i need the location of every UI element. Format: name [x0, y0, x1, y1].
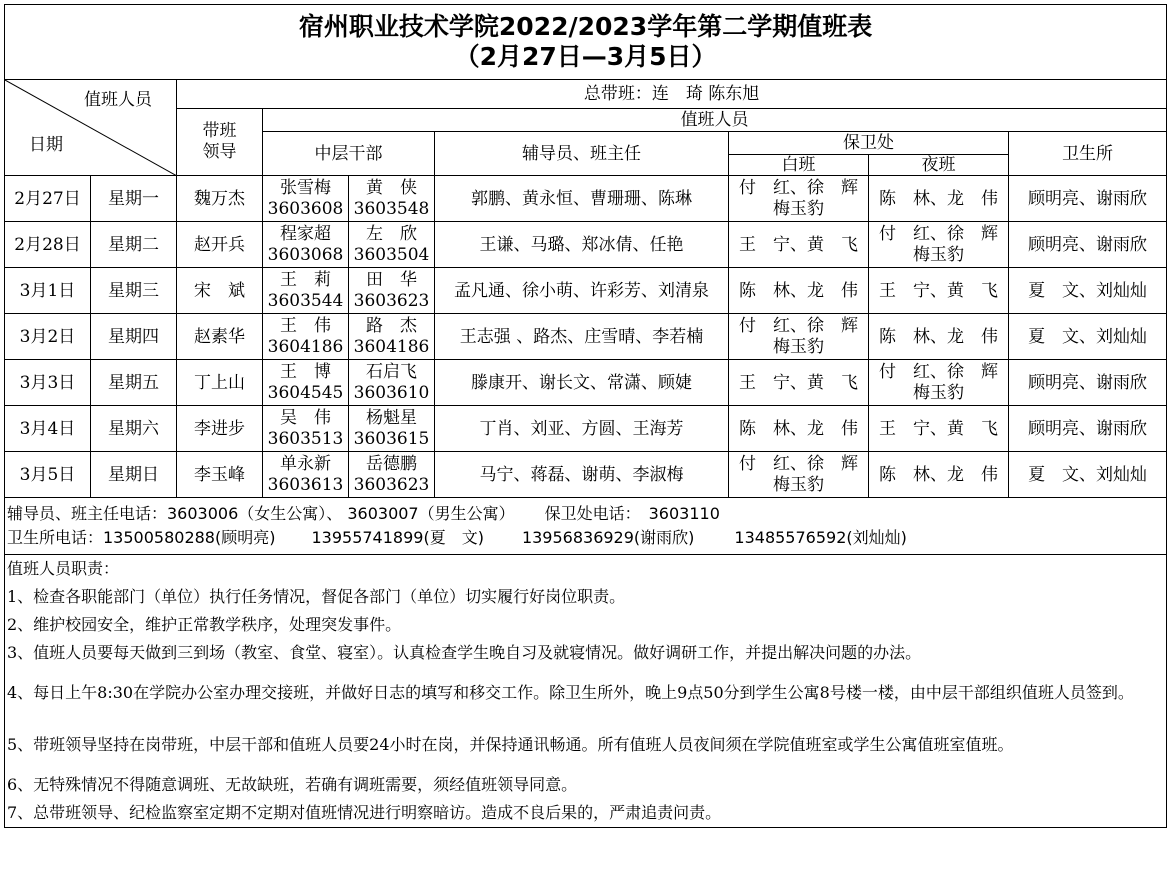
date-cell: 2月27日: [5, 176, 91, 222]
night-shift-cell-line-1: 付 红、徐 辉: [879, 223, 998, 244]
leader-cell: 赵开兵: [177, 222, 263, 268]
middle-cadre-1: [263, 406, 349, 452]
middle-cadre-1-line-2: 3603513: [267, 428, 344, 449]
counselor-phone: 辅导员、班主任电话：3603006（女生公寓）、 3603007（男生公寓）: [7, 504, 515, 523]
weekday-cell: 星期五: [91, 360, 177, 406]
middle-cadre-2: [349, 406, 435, 452]
middle-cadre-2-line-1: 黄 侠: [366, 177, 417, 198]
clinic-phone-2: 13955741899(夏 文): [311, 528, 484, 547]
middle-cadre-1-line-1: 王 博: [280, 361, 331, 382]
middle-cadre-2-line-1: 路 杰: [366, 315, 417, 336]
duty-item: 6、无特殊情况不得随意调班、无故缺班，若确有调班需要，须经值班领导同意。: [5, 771, 1167, 799]
clinic-cell: 夏 文、刘灿灿: [1009, 268, 1167, 314]
day-shift-cell: 王 宁、黄 飞: [729, 360, 869, 406]
night-shift-cell-line-2: 梅玉豹: [913, 382, 964, 403]
day-shift-cell: 王 宁、黄 飞: [729, 222, 869, 268]
counselors-cell: 马宁、蒋磊、谢萌、李淑梅: [435, 452, 729, 498]
leader-cell: 魏万杰: [177, 176, 263, 222]
duty-item: 1、检查各职能部门（单位）执行任务情况，督促各部门（单位）切实履行好岗位职责。: [5, 583, 1167, 611]
night-shift-cell: 陈 林、龙 伟: [869, 176, 1009, 222]
leader-cell: 赵素华: [177, 314, 263, 360]
duty-row: [5, 583, 1167, 611]
middle-cadre-2: [349, 452, 435, 498]
contact-line-2: [7, 526, 1166, 550]
night-shift-cell: [869, 222, 1009, 268]
middle-cadre-1: [263, 452, 349, 498]
table-row: [5, 406, 1167, 452]
night-shift-cell: 王 宁、黄 飞: [869, 406, 1009, 452]
middle-cadre-2: [349, 176, 435, 222]
date-cell: 3月2日: [5, 314, 91, 360]
contact-info: [5, 498, 1167, 555]
middle-cadre-2-line-2: 3603548: [353, 198, 430, 219]
duty-row: [5, 799, 1167, 828]
middle-cadre-1: [263, 222, 349, 268]
counselors-cell: 王谦、马璐、郑冰倩、任艳: [435, 222, 729, 268]
lead-header-line2: 领导: [202, 142, 237, 162]
contact-line-1: [7, 502, 1166, 526]
day-shift-cell: 陈 林、龙 伟: [729, 406, 869, 452]
date-cell: 2月28日: [5, 222, 91, 268]
duty-row: [5, 771, 1167, 799]
table-row: [5, 452, 1167, 498]
night-shift-cell-line-2: 梅玉豹: [913, 244, 964, 265]
day-shift-cell-line-2: 梅玉豹: [773, 336, 824, 357]
night-shift-cell: 陈 林、龙 伟: [869, 314, 1009, 360]
duty-item: 5、带班领导坚持在岗带班，中层干部和值班人员要24小时在岗，并保持通讯畅通。所有值班人员夜间须在学院值班室或学生公寓值班室值班。: [5, 719, 1167, 771]
duties-list: [5, 555, 1167, 828]
date-cell: 3月5日: [5, 452, 91, 498]
middle-cadre-2-line-1: 石启飞: [366, 361, 417, 382]
duty-item: 3、值班人员要每天做到三到场（教室、食堂、寝室）。认真检查学生晚自习及就寝情况。做好调研工作，并提出解决问题的办法。: [5, 639, 1167, 667]
middle-cadre-1-line-1: 张雪梅: [280, 177, 331, 198]
day-shift-cell-line-1: 付 红、徐 辉: [739, 315, 858, 336]
diagonal-header: [5, 80, 177, 176]
duty-row: [5, 611, 1167, 639]
weekday-cell: 星期一: [91, 176, 177, 222]
middle-cadre-2: [349, 268, 435, 314]
diag-staff-label: 值班人员: [84, 90, 152, 110]
duty-row: [5, 555, 1167, 584]
leader-cell: 李玉峰: [177, 452, 263, 498]
table-row: [5, 176, 1167, 222]
security-header: 保卫处: [729, 132, 1009, 155]
duty-item: 4、每日上午8:30在学院办公室办理交接班，并做好日志的填写和移交工作。除卫生所外，晚上9点50分到学生公寓8号楼一楼，由中层干部组织值班人员签到。: [5, 667, 1167, 719]
clinic-cell: 顾明亮、谢雨欣: [1009, 406, 1167, 452]
lead-header: [177, 109, 263, 176]
middle-cadre-2-line-2: 3603623: [353, 290, 430, 311]
middle-cadre-1-line-1: 单永新: [280, 453, 331, 474]
weekday-cell: 星期日: [91, 452, 177, 498]
duty-roster-sheet: [4, 4, 1166, 828]
night-shift-header: 夜班: [869, 155, 1009, 176]
page-subtitle: （2月27日—3月5日）: [454, 42, 717, 71]
clinic-cell: 顾明亮、谢雨欣: [1009, 176, 1167, 222]
middle-cadre-2-line-1: 田 华: [366, 269, 417, 290]
middle-cadre-1-line-1: 王 莉: [280, 269, 331, 290]
clinic-phone-3: 13956836929(谢雨欣): [521, 528, 695, 547]
diag-date-label: 日期: [29, 135, 63, 155]
counselors-cell: 王志强 、路杰、庄雪晴、李若楠: [435, 314, 729, 360]
middle-cadre-1-line-2: 3603608: [267, 198, 344, 219]
middle-cadre-1: [263, 176, 349, 222]
duty-item: 2、维护校园安全，维护正常教学秩序，处理突发事件。: [5, 611, 1167, 639]
leader-cell: 宋 斌: [177, 268, 263, 314]
night-shift-cell: 王 宁、黄 飞: [869, 268, 1009, 314]
day-shift-cell: [729, 452, 869, 498]
middle-cadre-1-line-2: 3603068: [267, 244, 344, 265]
middle-cadre-2-line-2: 3603504: [353, 244, 430, 265]
middle-cadre-2-line-2: 3603623: [353, 474, 430, 495]
middle-cadre-header: 中层干部: [263, 132, 435, 176]
day-shift-cell: [729, 314, 869, 360]
middle-cadre-1-line-2: 3603613: [267, 474, 344, 495]
duty-table: [4, 4, 1167, 828]
middle-cadre-2: [349, 314, 435, 360]
night-shift-cell: 陈 林、龙 伟: [869, 452, 1009, 498]
middle-cadre-1: [263, 268, 349, 314]
middle-cadre-2-line-1: 左 欣: [366, 223, 417, 244]
duty-row: [5, 667, 1167, 719]
day-shift-cell-line-1: 付 红、徐 辉: [739, 177, 858, 198]
middle-cadre-1: [263, 314, 349, 360]
middle-cadre-1-line-2: 3604545: [267, 382, 344, 403]
weekday-cell: 星期三: [91, 268, 177, 314]
middle-cadre-2-line-1: 岳德鹏: [366, 453, 417, 474]
night-shift-cell: [869, 360, 1009, 406]
weekday-cell: 星期二: [91, 222, 177, 268]
duty-item: 7、总带班领导、纪检监察室定期不定期对值班情况进行明察暗访。造成不良后果的，严肃追责问责。: [5, 799, 1167, 828]
day-shift-cell-line-2: 梅玉豹: [773, 474, 824, 495]
lead-header-line1: 带班: [202, 121, 237, 141]
middle-cadre-1-line-2: 3604186: [267, 336, 344, 357]
middle-cadre-2: [349, 360, 435, 406]
counselors-cell: 孟凡通、徐小萌、许彩芳、刘清泉: [435, 268, 729, 314]
clinic-cell: 夏 文、刘灿灿: [1009, 452, 1167, 498]
date-cell: 3月1日: [5, 268, 91, 314]
title-cell: [5, 5, 1167, 80]
middle-cadre-1-line-1: 王 伟: [280, 315, 331, 336]
middle-cadre-1-line-2: 3603544: [267, 290, 344, 311]
table-row: [5, 314, 1167, 360]
middle-cadre-1-line-1: 吴 伟: [280, 407, 331, 428]
date-cell: 3月4日: [5, 406, 91, 452]
middle-cadre-1: [263, 360, 349, 406]
clinic-cell: 夏 文、刘灿灿: [1009, 314, 1167, 360]
roster-body: [5, 176, 1167, 498]
counselors-cell: 郭鹏、黄永恒、曹珊珊、陈琳: [435, 176, 729, 222]
duty-row: [5, 719, 1167, 771]
counselor-header: 辅导员、班主任: [435, 132, 729, 176]
middle-cadre-2-line-2: 3603610: [353, 382, 430, 403]
weekday-cell: 星期六: [91, 406, 177, 452]
middle-cadre-2-line-1: 杨魁星: [366, 407, 417, 428]
clinic-header: 卫生所: [1009, 132, 1167, 176]
table-row: [5, 222, 1167, 268]
day-shift-cell-line-1: 付 红、徐 辉: [739, 453, 858, 474]
counselors-cell: 丁肖、刘亚、方圆、王海芳: [435, 406, 729, 452]
page-title: 宿州职业技术学院2022/2023学年第二学期值班表: [298, 12, 873, 41]
table-row: [5, 268, 1167, 314]
night-shift-cell-line-1: 付 红、徐 辉: [879, 361, 998, 382]
middle-cadre-1-line-1: 程家超: [280, 223, 331, 244]
leader-cell: 丁上山: [177, 360, 263, 406]
security-phone: 保卫处电话： 3603110: [544, 504, 720, 523]
middle-cadre-2-line-2: 3603615: [353, 428, 430, 449]
duties-heading: 值班人员职责：: [5, 555, 1167, 584]
chief-on-duty: 总带班：连 琦 陈东旭: [177, 80, 1167, 109]
clinic-phone-1: 卫生所电话：13500580288(顾明亮): [7, 528, 276, 547]
clinic-phone-4: 13485576592(刘灿灿): [734, 528, 907, 547]
middle-cadre-2: [349, 222, 435, 268]
table-row: [5, 360, 1167, 406]
day-shift-header: 白班: [729, 155, 869, 176]
date-cell: 3月3日: [5, 360, 91, 406]
day-shift-cell-line-2: 梅玉豹: [773, 198, 824, 219]
counselors-cell: 滕康开、谢长文、常潇、顾婕: [435, 360, 729, 406]
leader-cell: 李进步: [177, 406, 263, 452]
day-shift-cell: [729, 176, 869, 222]
middle-cadre-2-line-2: 3604186: [353, 336, 430, 357]
staff-header: 值班人员: [263, 109, 1167, 132]
clinic-cell: 顾明亮、谢雨欣: [1009, 222, 1167, 268]
clinic-cell: 顾明亮、谢雨欣: [1009, 360, 1167, 406]
weekday-cell: 星期四: [91, 314, 177, 360]
duty-row: [5, 639, 1167, 667]
day-shift-cell: 陈 林、龙 伟: [729, 268, 869, 314]
